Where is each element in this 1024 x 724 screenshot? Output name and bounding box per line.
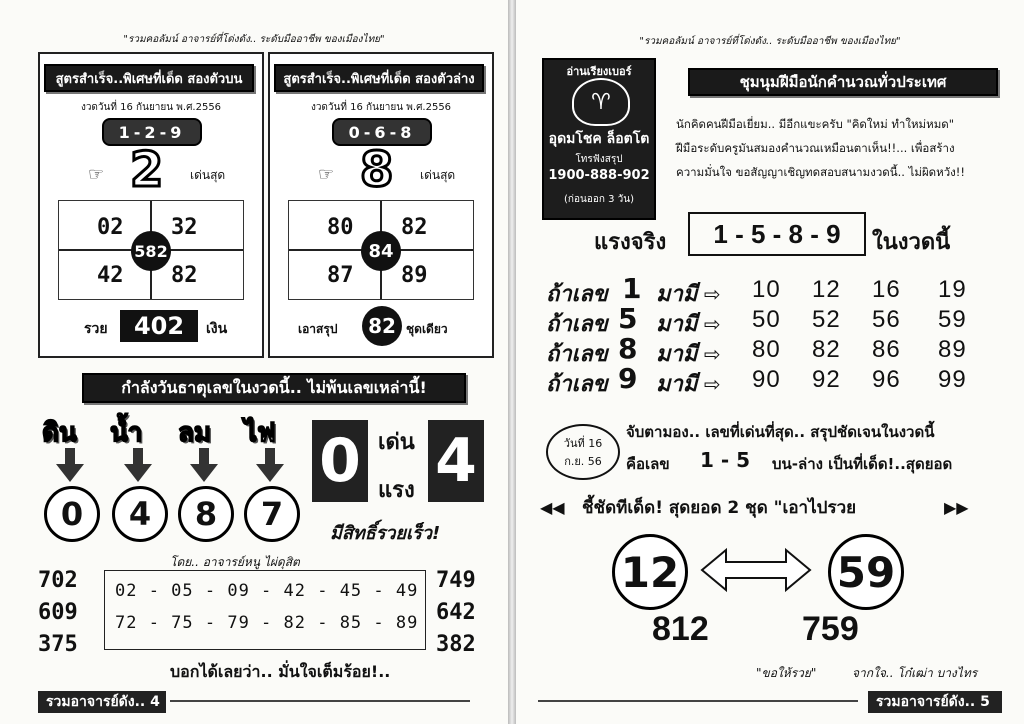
ad-sub: โทรฟังสรุป: [575, 154, 623, 165]
right-number: 382: [436, 632, 476, 657]
row-label: ถ้าเลข: [546, 312, 608, 337]
row-value: 80: [752, 336, 781, 363]
row-value: 92: [812, 366, 841, 393]
hotline-ad: [542, 58, 656, 220]
key-number-label: คือเลข: [626, 455, 670, 473]
top-digit-label: เด่นสุด: [190, 168, 226, 182]
single-set-label: ชุดเดียว: [406, 322, 448, 336]
badge-day: วันที่ 16: [563, 437, 603, 450]
strong-numbers: 1 - 5 - 8 - 9: [688, 212, 866, 256]
highlight-digit: 0: [312, 420, 368, 502]
element-digit: 0: [44, 486, 100, 542]
row-mami: มามี: [656, 312, 698, 337]
row-mami: มามี: [656, 342, 698, 367]
slogan: มีสิทธิ์รวยเร็ว!: [330, 523, 441, 544]
ad-note: (ก่อนออก 3 วัน): [564, 194, 634, 205]
row-value: 89: [938, 336, 967, 363]
pointing-hand-icon: ☞: [88, 164, 105, 185]
intro-line: ฝีมือระดับครูมันสมองคำนวณเหมือนตาเห็น!!... เพื่อสร้าง: [676, 141, 955, 155]
number-cross-grid: [58, 200, 244, 300]
tip-banner: ชี้ชัดทีเด็ด! สุดยอด 2 ชุด "เอาไปรวย: [582, 498, 857, 518]
row-value: 50: [752, 306, 781, 333]
left-number: 702: [38, 568, 78, 593]
row-digit: 5: [618, 302, 638, 335]
row-mami: มามี: [656, 372, 698, 397]
left-header: "รวมคอลัมน์ อาจารย์ที่โด่งดัง.. ระดับมืออาชีพ ของเมืองไทย": [123, 34, 385, 45]
section-title: ชุมนุมฝีมือนักคำนวณทั่วประเทศ: [688, 68, 998, 96]
row-value: 56: [872, 306, 901, 333]
element-earth: ดิน: [42, 418, 77, 448]
row-value: 96: [872, 366, 901, 393]
down-arrow-icon: [265, 448, 275, 464]
row-value: 10: [752, 276, 781, 303]
strong-digit: 4: [428, 420, 484, 502]
right-arrow-icon: ⇨: [704, 282, 721, 306]
down-arrow-icon: [124, 464, 152, 482]
center-number: 84: [361, 231, 401, 271]
number-cross-grid: [288, 200, 474, 300]
author-line: โดย.. อาจารย์หนู ไผ่ดุสิต: [170, 555, 300, 569]
row-digit: 9: [618, 362, 638, 395]
wish-text: "ขอให้รวย": [756, 666, 817, 680]
right-header: "รวมคอลัมน์ อาจารย์ที่โด่งดัง.. ระดับมืออาชีพ ของเมืองไทย": [639, 36, 901, 47]
right-arrow-icon: ⇨: [704, 312, 721, 336]
watch-note: จับตามอง.. เลขที่เด่นที่สุด.. สรุปชัดเจนในงวดนี้: [626, 423, 935, 441]
element-fire: ไฟ: [244, 418, 276, 448]
element-wind: ลม: [178, 418, 212, 448]
down-arrow-icon: [133, 448, 143, 464]
element-digit: 7: [244, 486, 300, 542]
down-arrow-icon: [190, 464, 218, 482]
down-arrow-icon: [199, 448, 209, 464]
element-digit: 8: [178, 486, 234, 542]
highlight-word: เด่น: [378, 430, 415, 455]
key-number-note: บน-ล่าง เป็นที่เด็ด!..สุดยอด: [772, 455, 953, 473]
right-page: [516, 0, 1024, 724]
grid-cell: 82: [401, 215, 428, 240]
intro-line: นักคิดคนฝีมือเยี่ยม.. มีอีกแขะครับ "คิดใหม่ ทำใหม่หมด": [676, 117, 955, 131]
row-digit: 1: [622, 272, 642, 305]
key-number: 1 - 5: [700, 448, 751, 472]
this-draw-label: ในงวดนี้: [872, 230, 951, 255]
row-value: 86: [872, 336, 901, 363]
strong-label: แรงจริง: [594, 230, 667, 255]
grid-cell: 87: [327, 263, 354, 288]
footer-rule: [170, 700, 470, 702]
confidence-text: บอกได้เลยว่า.. มั่นใจเต็มร้อย!..: [170, 662, 391, 681]
footer-rule: [538, 700, 858, 702]
row-value: 12: [812, 276, 841, 303]
grid-cell: 42: [97, 263, 124, 288]
pair-number: 12: [612, 534, 688, 610]
grid-cell: 02: [97, 215, 124, 240]
ad-top-text: อ่านเรียงเบอร์: [566, 65, 632, 78]
formula-title-bottom: สูตรสำเร็จ..พิเศษที่เด็ด สองตัวล่าง: [274, 64, 484, 92]
grid-cell: 89: [401, 263, 428, 288]
row-value: 19: [938, 276, 967, 303]
rich-number: 402: [120, 310, 198, 342]
summary-number: 82: [362, 306, 402, 346]
left-number: 375: [38, 632, 78, 657]
money-label: เงิน: [206, 321, 228, 337]
top-digit: 8: [360, 142, 394, 198]
element-banner: กำลังวันธาตุเลขในงวดนี้.. ไม่พ้นเลขเหล่านี้!: [82, 373, 466, 403]
date-badge: [546, 424, 620, 480]
row-value: 90: [752, 366, 781, 393]
down-arrow-icon: [65, 448, 75, 464]
row-digit: 8: [618, 332, 638, 365]
page-footer: รวมอาจารย์ดัง.. 4: [38, 691, 166, 713]
strong-word: แรง: [378, 478, 415, 503]
draw-date: งวดวันที่ 16 กันยายน พ.ศ.2556: [80, 102, 222, 113]
down-arrow-icon: [256, 464, 284, 482]
right-arrow-icon: ⇨: [704, 342, 721, 366]
author-signature: จากใจ.. โก๋เฒ่า บางไทร: [852, 666, 978, 680]
right-number: 749: [436, 568, 476, 593]
top-digit: 2: [130, 142, 164, 198]
formula-box-top: [38, 52, 264, 358]
page-footer: รวมอาจารย์ดัง.. 5: [868, 691, 1002, 713]
row-value: 59: [938, 306, 967, 333]
grid-cell: 80: [327, 215, 354, 240]
swap-arrow-icon: [700, 544, 812, 596]
row-mami: มามี: [656, 282, 698, 307]
element-digit: 4: [112, 486, 168, 542]
right-number: 642: [436, 600, 476, 625]
row-value: 99: [938, 366, 967, 393]
ram-skull-icon: ♈: [572, 78, 630, 126]
number-row-box: [104, 570, 426, 650]
draw-date: งวดวันที่ 16 กันยายน พ.ศ.2556: [310, 102, 452, 113]
down-arrow-icon: [56, 464, 84, 482]
right-arrow-icon: ⇨: [704, 372, 721, 396]
number-row: 02 - 05 - 09 - 42 - 45 - 49: [115, 581, 419, 601]
intro-paragraph: [676, 112, 965, 184]
row-value: 82: [812, 336, 841, 363]
element-water: น้ำ: [110, 418, 143, 448]
row-value: 16: [872, 276, 901, 303]
rich-label: รวย: [84, 321, 108, 337]
ad-phone: 1900-888-902: [548, 168, 650, 183]
top-digit-label: เด่นสุด: [420, 168, 456, 182]
triple-number: 759: [802, 610, 859, 648]
number-row: 72 - 75 - 79 - 82 - 85 - 89: [115, 613, 419, 633]
left-double-arrow-icon: ◀◀: [540, 498, 565, 517]
left-page: [0, 0, 508, 724]
center-number: 582: [131, 231, 171, 271]
grid-cell: 82: [171, 263, 198, 288]
ad-brand: อุดมโชค ล็อตโต: [548, 131, 650, 147]
pair-number: 59: [828, 534, 904, 610]
formula-box-bottom: [268, 52, 494, 358]
row-label: ถ้าเลข: [546, 372, 608, 397]
badge-month: ก.ย. 56: [564, 455, 602, 468]
row-value: 52: [812, 306, 841, 333]
intro-line: ความมั่นใจ ขอสัญญาเชิญทดสอบสนามงวดนี้.. ไม่ผิดหวัง!!: [676, 165, 966, 179]
right-double-arrow-icon: ▶▶: [944, 498, 969, 517]
summary-label: เอาสรุป: [298, 322, 338, 336]
book-spine: [508, 0, 516, 724]
formula-title-top: สูตรสำเร็จ..พิเศษที่เด็ด สองตัวบน: [44, 64, 254, 92]
digit-set: 0-6-8: [332, 118, 432, 146]
row-label: ถ้าเลข: [546, 282, 608, 307]
row-label: ถ้าเลข: [546, 342, 608, 367]
triple-number: 812: [652, 610, 709, 648]
grid-cell: 32: [171, 215, 198, 240]
pointing-hand-icon: ☞: [318, 164, 335, 185]
digit-set: 1-2-9: [102, 118, 202, 146]
left-number: 609: [38, 600, 78, 625]
